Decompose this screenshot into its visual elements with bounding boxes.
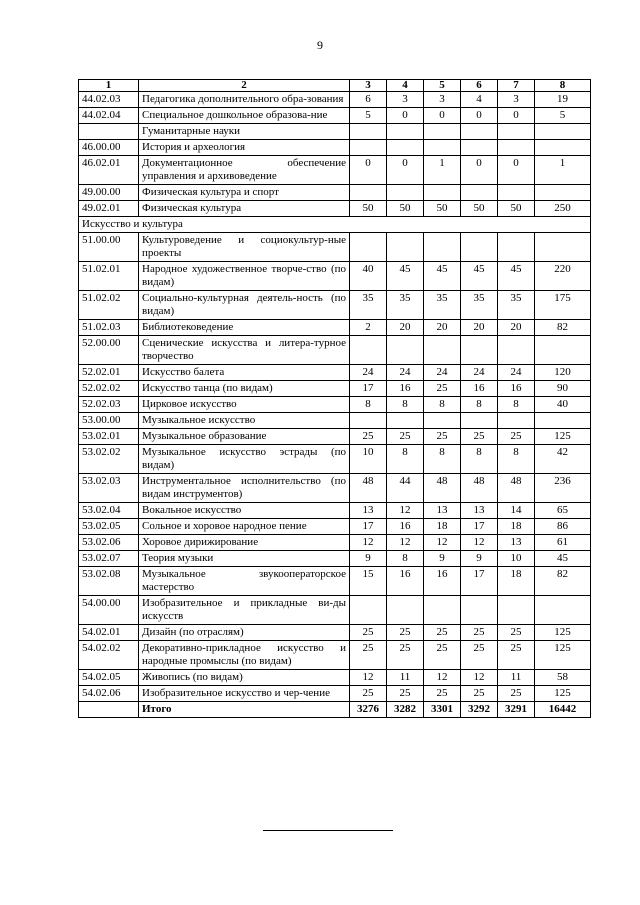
value-cell	[535, 185, 591, 201]
header-cell: 8	[535, 80, 591, 92]
table-row	[79, 108, 591, 124]
value-cell	[535, 413, 591, 429]
value-cell: 25	[424, 641, 461, 670]
value-cell: 25	[498, 625, 535, 641]
value-cell: 25	[387, 686, 424, 702]
section-title: Искусство и культура	[79, 217, 591, 233]
name-cell: Цирковое искусство	[139, 397, 350, 413]
value-cell: 45	[424, 262, 461, 291]
value-cell: 8	[461, 397, 498, 413]
value-cell: 18	[498, 567, 535, 596]
value-cell: 16	[387, 519, 424, 535]
value-cell	[535, 596, 591, 625]
value-cell: 25	[350, 429, 387, 445]
name-cell: Теория музыки	[139, 551, 350, 567]
code-cell: 53.02.03	[79, 474, 139, 503]
value-cell: 24	[461, 365, 498, 381]
name-cell: Искусство балета	[139, 365, 350, 381]
section-row	[79, 217, 591, 233]
value-cell	[350, 596, 387, 625]
value-cell: 6	[350, 92, 387, 108]
value-cell: 9	[461, 551, 498, 567]
value-cell	[498, 413, 535, 429]
value-cell: 8	[350, 397, 387, 413]
value-cell: 0	[461, 156, 498, 185]
code-cell: 53.02.05	[79, 519, 139, 535]
value-cell: 14	[498, 503, 535, 519]
value-cell	[387, 336, 424, 365]
header-cell: 2	[139, 80, 350, 92]
table-row	[79, 686, 591, 702]
name-cell: Сольное и хоровое народное пение	[139, 519, 350, 535]
value-cell: 25	[424, 686, 461, 702]
value-cell: 18	[498, 519, 535, 535]
value-cell: 20	[424, 320, 461, 336]
table-row	[79, 336, 591, 365]
value-cell: 50	[461, 201, 498, 217]
code-cell: 46.00.00	[79, 140, 139, 156]
value-cell: 11	[387, 670, 424, 686]
value-cell: 12	[350, 535, 387, 551]
value-cell	[535, 233, 591, 262]
name-cell: Музыкальное образование	[139, 429, 350, 445]
value-cell: 175	[535, 291, 591, 320]
value-cell: 48	[498, 474, 535, 503]
code-cell: 51.02.01	[79, 262, 139, 291]
name-cell: Вокальное искусство	[139, 503, 350, 519]
value-cell	[461, 124, 498, 140]
value-cell: 25	[350, 625, 387, 641]
value-cell: 120	[535, 365, 591, 381]
value-cell: 13	[350, 503, 387, 519]
code-cell: 53.02.08	[79, 567, 139, 596]
name-cell: Педагогика дополнительного обра-зования	[139, 92, 350, 108]
header-cell: 1	[79, 80, 139, 92]
value-cell: 8	[461, 445, 498, 474]
value-cell: 0	[387, 156, 424, 185]
table-row	[79, 670, 591, 686]
name-cell: Музыкальное искусство эстрады (по видам)	[139, 445, 350, 474]
header-cell: 5	[424, 80, 461, 92]
value-cell	[424, 336, 461, 365]
value-cell: 0	[498, 156, 535, 185]
value-cell: 20	[387, 320, 424, 336]
value-cell: 50	[498, 201, 535, 217]
value-cell: 17	[461, 567, 498, 596]
value-cell	[498, 233, 535, 262]
table-row	[79, 429, 591, 445]
value-cell: 48	[350, 474, 387, 503]
table-row	[79, 92, 591, 108]
value-cell: 45	[535, 551, 591, 567]
header-cell: 3	[350, 80, 387, 92]
value-cell: 16442	[535, 702, 591, 718]
code-cell: 53.02.07	[79, 551, 139, 567]
code-cell: 54.02.02	[79, 641, 139, 670]
value-cell: 35	[387, 291, 424, 320]
code-cell: 51.00.00	[79, 233, 139, 262]
value-cell: 13	[424, 503, 461, 519]
value-cell: 24	[424, 365, 461, 381]
value-cell: 15	[350, 567, 387, 596]
value-cell: 9	[424, 551, 461, 567]
value-cell: 50	[350, 201, 387, 217]
value-cell	[424, 124, 461, 140]
code-cell: 54.02.01	[79, 625, 139, 641]
name-cell: Инструментальное исполнительство (по видам инструментов)	[139, 474, 350, 503]
value-cell: 40	[350, 262, 387, 291]
code-cell: 49.00.00	[79, 185, 139, 201]
code-cell: 51.02.02	[79, 291, 139, 320]
value-cell	[387, 124, 424, 140]
table-row	[79, 503, 591, 519]
name-cell: Специальное дошкольное образова-ние	[139, 108, 350, 124]
value-cell: 40	[535, 397, 591, 413]
code-cell: 53.02.01	[79, 429, 139, 445]
code-cell: 54.02.06	[79, 686, 139, 702]
value-cell	[535, 140, 591, 156]
name-cell: Изобразительное и прикладные ви-ды искусств	[139, 596, 350, 625]
value-cell: 236	[535, 474, 591, 503]
value-cell: 0	[461, 108, 498, 124]
value-cell	[424, 596, 461, 625]
value-cell	[461, 185, 498, 201]
value-cell: 11	[498, 670, 535, 686]
total-label: Итого	[139, 702, 350, 718]
value-cell	[498, 124, 535, 140]
value-cell: 3276	[350, 702, 387, 718]
name-cell: Сценические искусства и литера-турное творчество	[139, 336, 350, 365]
value-cell: 3	[424, 92, 461, 108]
value-cell	[461, 233, 498, 262]
value-cell: 8	[387, 397, 424, 413]
value-cell: 18	[424, 519, 461, 535]
page-number: 9	[317, 38, 323, 52]
value-cell: 16	[424, 567, 461, 596]
code-cell: 53.02.02	[79, 445, 139, 474]
value-cell: 12	[461, 670, 498, 686]
code-cell	[79, 702, 139, 718]
value-cell: 4	[461, 92, 498, 108]
specialties-table	[78, 79, 591, 718]
name-cell: Физическая культура	[139, 201, 350, 217]
value-cell	[387, 413, 424, 429]
value-cell	[424, 185, 461, 201]
value-cell: 45	[498, 262, 535, 291]
name-cell: Библиотековедение	[139, 320, 350, 336]
value-cell: 25	[424, 429, 461, 445]
value-cell: 16	[387, 567, 424, 596]
name-cell: Музыкальное звукооператорское мастерство	[139, 567, 350, 596]
value-cell	[350, 413, 387, 429]
value-cell: 20	[498, 320, 535, 336]
value-cell: 8	[498, 445, 535, 474]
value-cell: 24	[387, 365, 424, 381]
value-cell: 8	[424, 445, 461, 474]
table-row	[79, 156, 591, 185]
value-cell: 25	[461, 641, 498, 670]
value-cell	[461, 413, 498, 429]
value-cell: 25	[498, 686, 535, 702]
table-row	[79, 413, 591, 429]
value-cell: 12	[461, 535, 498, 551]
value-cell	[387, 233, 424, 262]
value-cell	[350, 336, 387, 365]
value-cell: 125	[535, 686, 591, 702]
value-cell: 13	[498, 535, 535, 551]
footer-divider	[263, 830, 393, 831]
code-cell: 52.00.00	[79, 336, 139, 365]
name-cell: Хоровое дирижирование	[139, 535, 350, 551]
name-cell: Документационное обеспечение управления и архивоведение	[139, 156, 350, 185]
value-cell: 17	[461, 519, 498, 535]
value-cell: 25	[350, 686, 387, 702]
table-row	[79, 201, 591, 217]
name-cell: Живопись (по видам)	[139, 670, 350, 686]
value-cell: 20	[461, 320, 498, 336]
name-cell: Декоративно-прикладное искусство и народные промыслы (по видам)	[139, 641, 350, 670]
code-cell: 51.02.03	[79, 320, 139, 336]
name-cell: Народное художественное творче-ство (по видам)	[139, 262, 350, 291]
code-cell: 44.02.03	[79, 92, 139, 108]
value-cell: 125	[535, 429, 591, 445]
code-cell: 53.02.06	[79, 535, 139, 551]
value-cell: 19	[535, 92, 591, 108]
value-cell: 10	[498, 551, 535, 567]
table-row	[79, 596, 591, 625]
total-row	[79, 702, 591, 718]
value-cell	[535, 336, 591, 365]
value-cell: 42	[535, 445, 591, 474]
value-cell: 125	[535, 625, 591, 641]
value-cell	[387, 140, 424, 156]
table-row	[79, 641, 591, 670]
name-cell: Физическая культура и спорт	[139, 185, 350, 201]
value-cell: 86	[535, 519, 591, 535]
value-cell: 45	[387, 262, 424, 291]
value-cell: 0	[350, 156, 387, 185]
value-cell	[461, 596, 498, 625]
value-cell: 61	[535, 535, 591, 551]
table-row	[79, 397, 591, 413]
table-row	[79, 381, 591, 397]
value-cell: 12	[424, 670, 461, 686]
value-cell: 3301	[424, 702, 461, 718]
value-cell: 25	[424, 381, 461, 397]
value-cell: 25	[461, 429, 498, 445]
value-cell: 12	[350, 670, 387, 686]
value-cell	[535, 124, 591, 140]
value-cell: 8	[498, 397, 535, 413]
code-cell: 46.02.01	[79, 156, 139, 185]
header-cell: 4	[387, 80, 424, 92]
name-cell: Гуманитарные науки	[139, 124, 350, 140]
value-cell: 1	[535, 156, 591, 185]
value-cell: 16	[461, 381, 498, 397]
table-row	[79, 519, 591, 535]
value-cell: 250	[535, 201, 591, 217]
code-cell: 44.02.04	[79, 108, 139, 124]
name-cell: История и археология	[139, 140, 350, 156]
value-cell: 16	[387, 381, 424, 397]
value-cell: 0	[424, 108, 461, 124]
value-cell: 8	[424, 397, 461, 413]
value-cell: 82	[535, 320, 591, 336]
value-cell	[350, 140, 387, 156]
code-cell	[79, 124, 139, 140]
value-cell: 16	[498, 381, 535, 397]
name-cell: Изобразительное искусство и чер-чение	[139, 686, 350, 702]
value-cell: 9	[350, 551, 387, 567]
table-row	[79, 291, 591, 320]
value-cell	[498, 140, 535, 156]
value-cell: 25	[387, 429, 424, 445]
value-cell: 45	[461, 262, 498, 291]
value-cell: 2	[350, 320, 387, 336]
table-row	[79, 185, 591, 201]
table-row	[79, 551, 591, 567]
name-cell: Искусство танца (по видам)	[139, 381, 350, 397]
value-cell: 24	[350, 365, 387, 381]
value-cell: 8	[387, 551, 424, 567]
value-cell: 25	[461, 625, 498, 641]
table-row	[79, 262, 591, 291]
value-cell: 25	[461, 686, 498, 702]
name-cell: Музыкальное искусство	[139, 413, 350, 429]
value-cell	[461, 336, 498, 365]
value-cell	[498, 596, 535, 625]
value-cell: 17	[350, 381, 387, 397]
value-cell: 5	[350, 108, 387, 124]
value-cell: 65	[535, 503, 591, 519]
value-cell: 48	[424, 474, 461, 503]
value-cell: 50	[424, 201, 461, 217]
code-cell: 49.02.01	[79, 201, 139, 217]
table-row	[79, 140, 591, 156]
value-cell: 35	[498, 291, 535, 320]
table-row	[79, 365, 591, 381]
code-cell: 52.02.01	[79, 365, 139, 381]
value-cell: 35	[424, 291, 461, 320]
value-cell: 17	[350, 519, 387, 535]
value-cell: 35	[350, 291, 387, 320]
value-cell	[424, 413, 461, 429]
table-row	[79, 567, 591, 596]
value-cell	[350, 185, 387, 201]
code-cell: 54.00.00	[79, 596, 139, 625]
value-cell: 35	[461, 291, 498, 320]
value-cell: 48	[461, 474, 498, 503]
code-cell: 54.02.05	[79, 670, 139, 686]
value-cell	[350, 124, 387, 140]
value-cell: 3	[387, 92, 424, 108]
value-cell: 50	[387, 201, 424, 217]
value-cell: 90	[535, 381, 591, 397]
value-cell	[350, 233, 387, 262]
value-cell: 25	[424, 625, 461, 641]
value-cell: 82	[535, 567, 591, 596]
header-cell: 7	[498, 80, 535, 92]
header-cell: 6	[461, 80, 498, 92]
value-cell: 44	[387, 474, 424, 503]
table-row	[79, 474, 591, 503]
table-row	[79, 625, 591, 641]
name-cell: Социально-культурная деятель-ность (по видам)	[139, 291, 350, 320]
value-cell: 25	[387, 641, 424, 670]
value-cell: 13	[461, 503, 498, 519]
value-cell: 12	[424, 535, 461, 551]
table-row	[79, 124, 591, 140]
code-cell: 53.02.04	[79, 503, 139, 519]
value-cell	[424, 233, 461, 262]
value-cell: 25	[350, 641, 387, 670]
value-cell: 3282	[387, 702, 424, 718]
value-cell: 5	[535, 108, 591, 124]
table-row	[79, 233, 591, 262]
name-cell: Культуроведение и социокультур-ные проекты	[139, 233, 350, 262]
name-cell: Дизайн (по отраслям)	[139, 625, 350, 641]
value-cell: 3	[498, 92, 535, 108]
table-row	[79, 535, 591, 551]
value-cell	[461, 140, 498, 156]
value-cell	[424, 140, 461, 156]
value-cell: 0	[387, 108, 424, 124]
value-cell	[498, 185, 535, 201]
value-cell: 25	[387, 625, 424, 641]
value-cell	[387, 596, 424, 625]
code-cell: 52.02.02	[79, 381, 139, 397]
value-cell: 0	[498, 108, 535, 124]
value-cell	[387, 185, 424, 201]
value-cell: 10	[350, 445, 387, 474]
value-cell: 125	[535, 641, 591, 670]
value-cell: 1	[424, 156, 461, 185]
value-cell: 58	[535, 670, 591, 686]
value-cell: 25	[498, 429, 535, 445]
value-cell: 8	[387, 445, 424, 474]
code-cell: 52.02.03	[79, 397, 139, 413]
value-cell: 24	[498, 365, 535, 381]
value-cell: 220	[535, 262, 591, 291]
value-cell	[498, 336, 535, 365]
table-row	[79, 320, 591, 336]
value-cell: 25	[498, 641, 535, 670]
value-cell: 3292	[461, 702, 498, 718]
code-cell: 53.00.00	[79, 413, 139, 429]
value-cell: 3291	[498, 702, 535, 718]
table-header-row	[79, 80, 591, 92]
value-cell: 12	[387, 535, 424, 551]
value-cell: 12	[387, 503, 424, 519]
table-row	[79, 445, 591, 474]
